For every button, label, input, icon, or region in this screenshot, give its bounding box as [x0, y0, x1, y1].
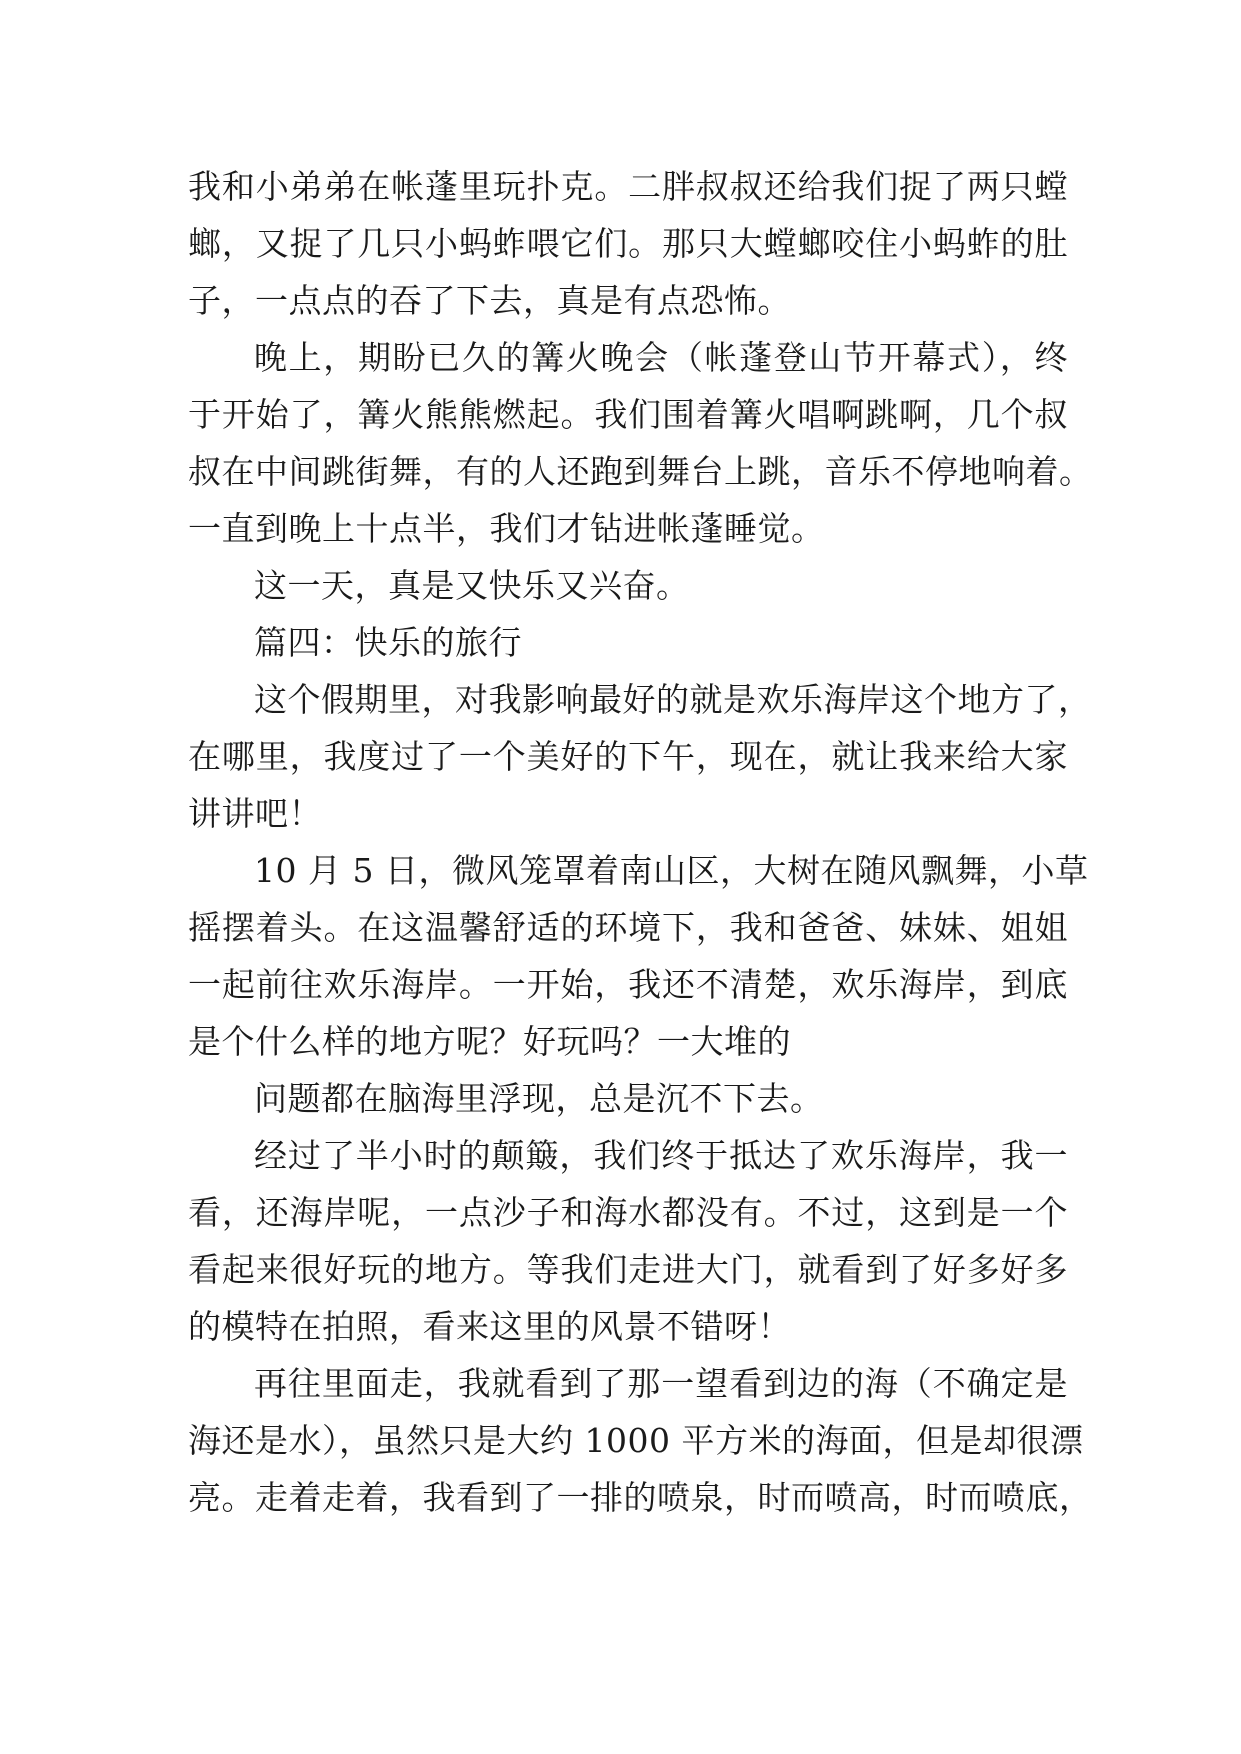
paragraph-start-line: 问题都在脑海里浮现，总是沉不下去。	[254, 1079, 824, 1118]
text-line: 一直到晚上十点半，我们才钻进帐蓬睡觉。	[188, 509, 825, 548]
paragraph-start-line: 10 月 5 日，微风笼罩着南山区，大树在随风飘舞，小草	[254, 851, 1089, 890]
section-heading: 篇四：快乐的旅行	[254, 623, 522, 662]
text-line: 看起来很好玩的地方。等我们走进大门，就看到了好多好多	[188, 1250, 1068, 1289]
paragraph-start-line: 晚上，期盼已久的篝火晚会（帐蓬登山节开幕式），终	[254, 338, 1068, 377]
text-line: 讲讲吧！	[188, 794, 322, 833]
text-line: 叔在中间跳街舞，有的人还跑到舞台上跳，音乐不停地响着。	[188, 452, 1093, 491]
text-line: 我和小弟弟在帐蓬里玩扑克。二胖叔叔还给我们捉了两只螳	[188, 167, 1068, 206]
text-line: 亮。走着走着，我看到了一排的喷泉，时而喷高，时而喷底，	[188, 1478, 1093, 1517]
text-line: 在哪里，我度过了一个美好的下午，现在，就让我来给大家	[188, 737, 1068, 776]
text-line: 是个什么样的地方呢？好玩吗？一大堆的	[188, 1022, 791, 1061]
text-line: 摇摆着头。在这温馨舒适的环境下，我和爸爸、妹妹、姐姐	[188, 908, 1068, 947]
text-line: 看，还海岸呢，一点沙子和海水都没有。不过，这到是一个	[188, 1193, 1068, 1232]
paragraph-start-line: 这一天，真是又快乐又兴奋。	[254, 566, 690, 605]
text-line: 海还是水），虽然只是大约 1000 平方米的海面，但是却很漂	[188, 1421, 1084, 1460]
paragraph-start-line: 这个假期里，对我影响最好的就是欢乐海岸这个地方了，	[254, 680, 1092, 719]
text-line: 螂，又捉了几只小蚂蚱喂它们。那只大螳螂咬住小蚂蚱的肚	[188, 224, 1068, 263]
text-line: 一起前往欢乐海岸。一开始，我还不清楚，欢乐海岸，到底	[188, 965, 1068, 1004]
text-line: 于开始了，篝火熊熊燃起。我们围着篝火唱啊跳啊，几个叔	[188, 395, 1068, 434]
text-line: 子，一点点的吞了下去，真是有点恐怖。	[188, 281, 791, 320]
text-line: 的模特在拍照，看来这里的风景不错呀！	[188, 1307, 791, 1346]
paragraph-start-line: 再往里面走，我就看到了那一望看到边的海（不确定是	[254, 1364, 1068, 1403]
paragraph-start-line: 经过了半小时的颠簸，我们终于抵达了欢乐海岸，我一	[254, 1136, 1068, 1175]
